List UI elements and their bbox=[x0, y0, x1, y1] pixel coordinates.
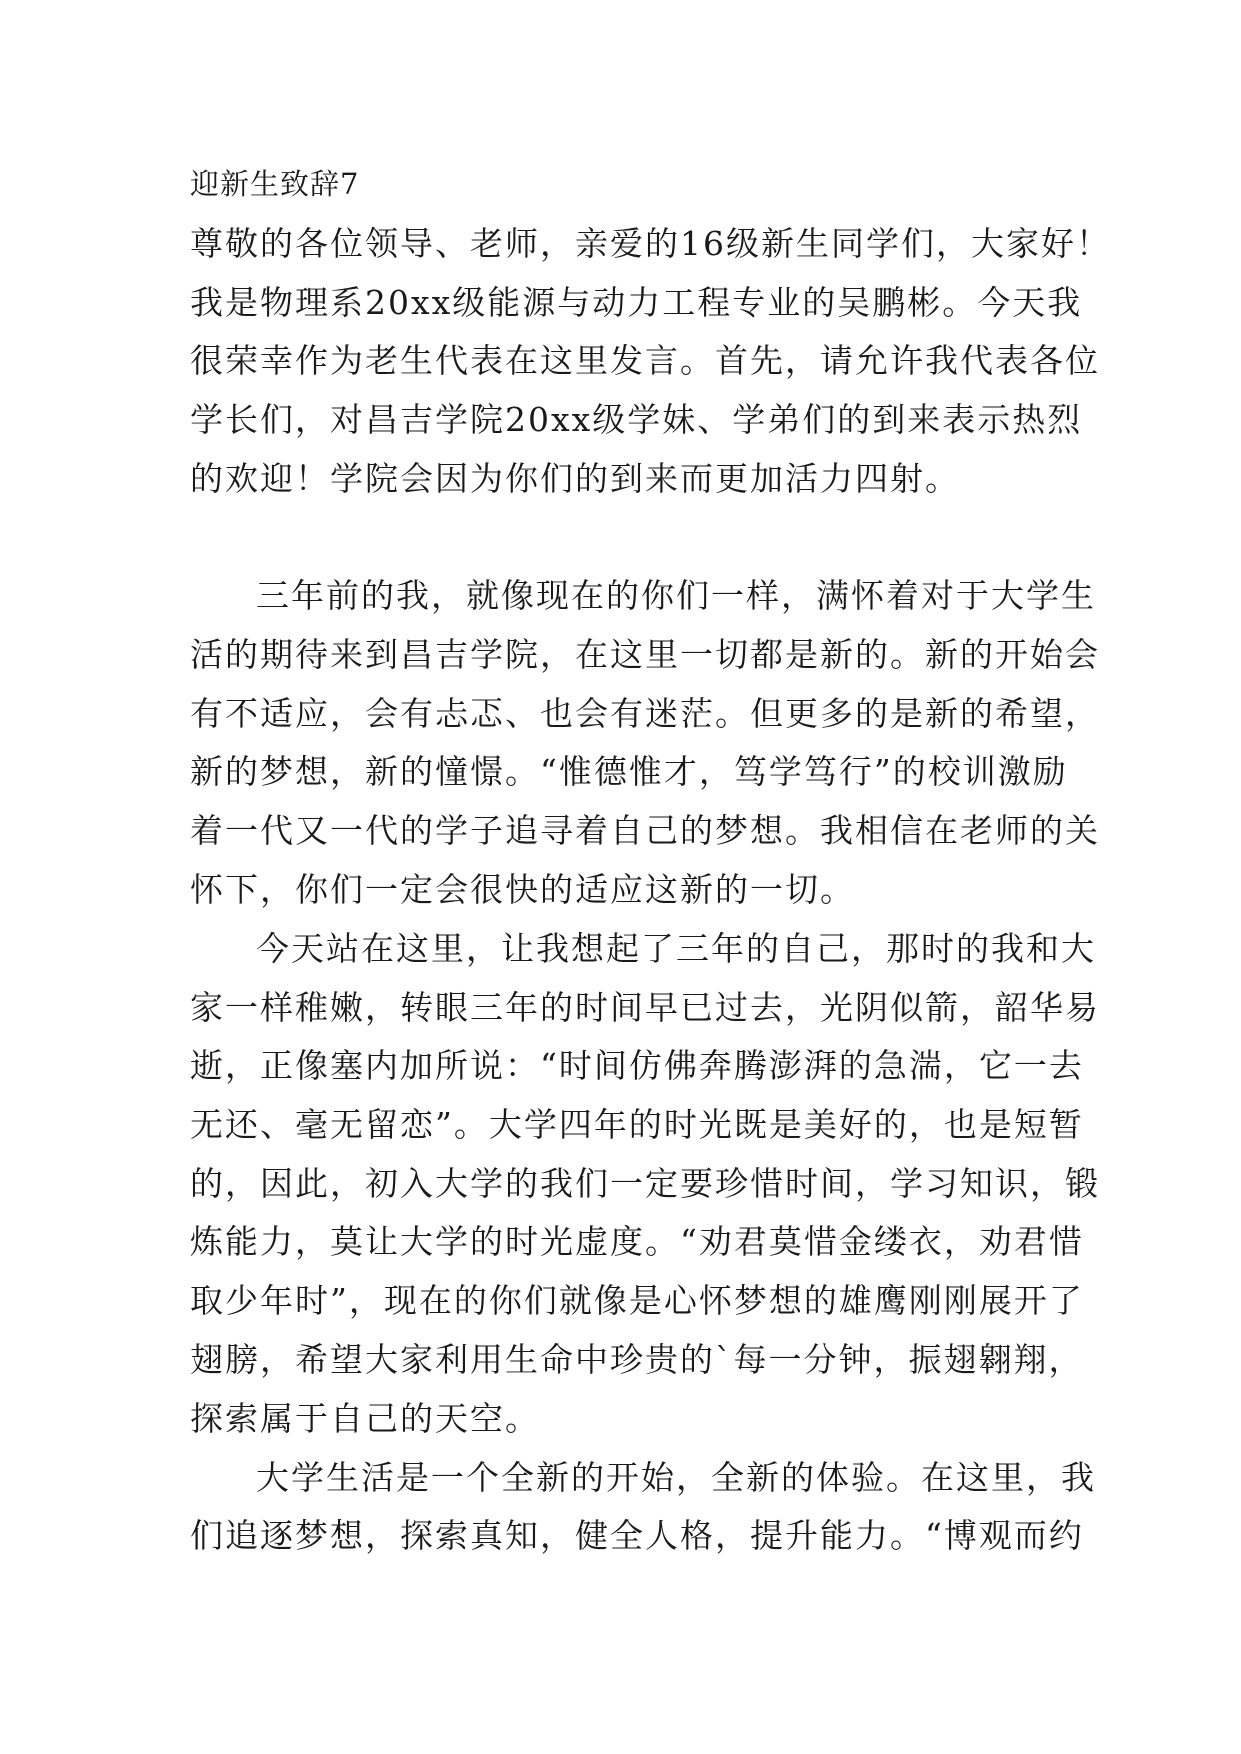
paragraph-line: 怀下，你们一定会很快的适应这新的一切。 bbox=[190, 870, 855, 909]
paragraph-line: 活的期待来到昌吉学院，在这里一切都是新的。新的开始会 bbox=[190, 635, 1100, 674]
paragraph-line: 炼能力，莫让大学的时光虚度。“劝君莫惜金缕衣，劝君惜 bbox=[190, 1222, 1084, 1261]
paragraph-line: 尊敬的各位领导、老师，亲爱的16级新生同学们，大家好！ bbox=[190, 224, 1111, 263]
paragraph-line: 有不适应，会有忐忑、也会有迷茫。但更多的是新的希望， bbox=[190, 694, 1100, 733]
document-title: 迎新生致辞7 bbox=[190, 167, 360, 201]
paragraph-line: 学长们，对昌吉学院20xx级学妹、学弟们的到来表示热烈 bbox=[190, 400, 1083, 439]
paragraph-line: 很荣幸作为老生代表在这里发言。首先，请允许我代表各位 bbox=[190, 341, 1100, 380]
paragraph-line: 新的梦想，新的憧憬。“惟德惟才，笃学笃行”的校训激励 bbox=[190, 752, 1068, 791]
paragraph-line: 着一代又一代的学子追寻着自己的梦想。我相信在老师的关 bbox=[190, 811, 1100, 850]
paragraph-line: 家一样稚嫩，转眼三年的时间早已过去，光阴似箭，韶华易 bbox=[190, 988, 1100, 1027]
paragraph-line: 今天站在这里，让我想起了三年的自己，那时的我和大 bbox=[256, 929, 1096, 968]
paragraph-line: 的，因此，初入大学的我们一定要珍惜时间，学习知识，锻 bbox=[190, 1164, 1100, 1203]
paragraph-line: 无还、毫无留恋”。大学四年的时光既是美好的，也是短暂 bbox=[190, 1105, 1084, 1144]
paragraph-line: 取少年时”，现在的你们就像是心怀梦想的雄鹰刚刚展开了 bbox=[190, 1281, 1084, 1320]
paragraph-line: 我是物理系20xx级能源与动力工程专业的吴鹏彬。今天我 bbox=[190, 283, 1083, 322]
paragraph-line: 们追逐梦想，探索真知，健全人格，提升能力。“博观而约 bbox=[190, 1516, 1084, 1555]
paragraph-line: 翅膀，希望大家利用生命中珍贵的`每一分钟，振翅翱翔， bbox=[190, 1340, 1084, 1379]
paragraph-line: 三年前的我，就像现在的你们一样，满怀着对于大学生 bbox=[256, 576, 1096, 615]
paragraph-line: 大学生活是一个全新的开始，全新的体验。在这里，我 bbox=[256, 1458, 1096, 1497]
paragraph-line: 逝，正像塞内加所说：“时间仿佛奔腾澎湃的急湍，它一去 bbox=[190, 1046, 1084, 1085]
paragraph-line: 的欢迎！学院会因为你们的到来而更加活力四射。 bbox=[190, 459, 960, 498]
paragraph-line: 探索属于自己的天空。 bbox=[190, 1399, 540, 1438]
